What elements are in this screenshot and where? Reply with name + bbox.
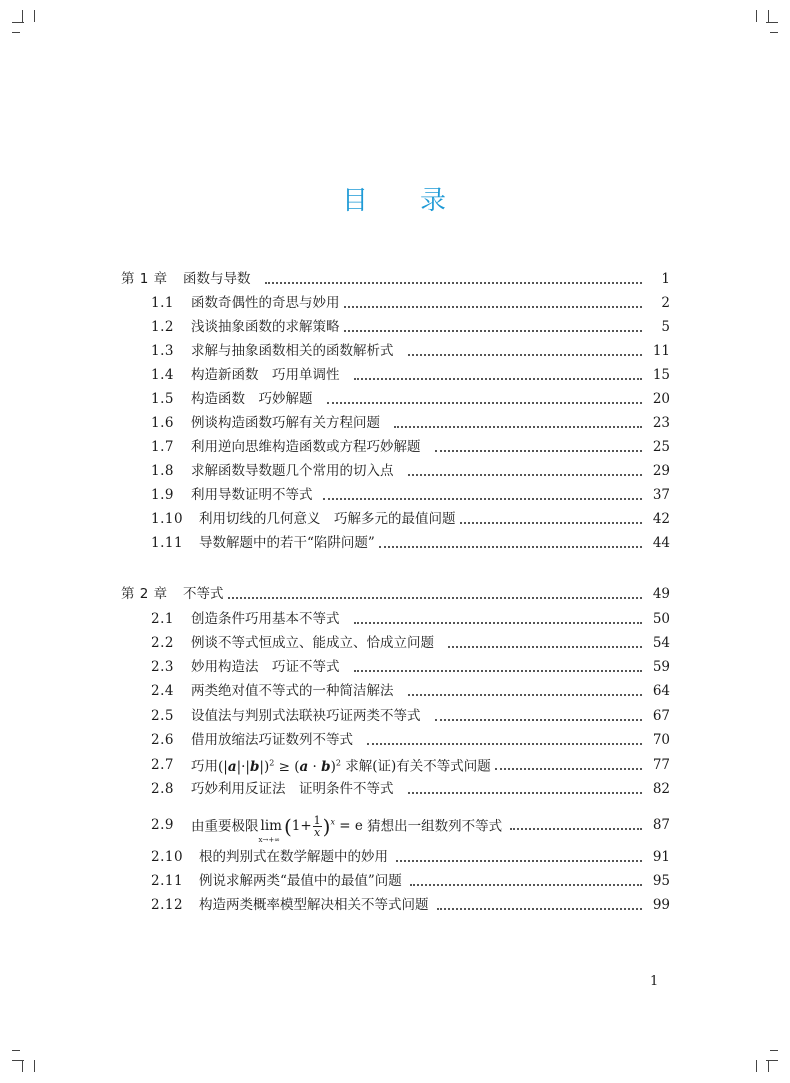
section-title-suffix: 猜想出一组数列不等式 <box>367 818 503 835</box>
section-title: 导数解题中的若干“陷阱问题” <box>199 535 375 551</box>
page-number: 2 <box>661 295 670 311</box>
chapter-number: 第 2 章 <box>121 586 168 602</box>
toc-entry-2-6[interactable] <box>0 729 790 751</box>
toc-entry-1-7[interactable] <box>0 436 790 458</box>
toc-entry-1-8[interactable] <box>0 460 790 482</box>
page-number: 70 <box>652 732 670 748</box>
section-number: 2.8 <box>151 781 174 797</box>
section-number: 1.4 <box>151 367 174 383</box>
chapter-title: 函数与导数 <box>183 271 251 287</box>
page-number: 49 <box>652 586 670 602</box>
dot-leader <box>228 596 643 599</box>
section-title: 求解与抽象函数相关的函数解析式 <box>191 343 394 359</box>
dot-leader <box>495 767 642 770</box>
dot-leader <box>435 718 643 721</box>
section-number: 1.8 <box>151 463 174 479</box>
dot-leader <box>460 521 643 524</box>
section-number: 2.2 <box>151 635 174 651</box>
section-number: 1.11 <box>151 535 184 551</box>
toc-entry-1-2[interactable] <box>0 316 790 338</box>
inequality-formula: $(|a|\cdot|b|)^2 \ge (a \cdot b)^2$ <box>218 758 341 775</box>
toc-entry-1-5[interactable] <box>0 388 790 410</box>
toc-entry-1-4[interactable] <box>0 364 790 386</box>
section-title: 借用放缩法巧证数列不等式 <box>191 732 353 748</box>
section-number: 1.6 <box>151 415 174 431</box>
section-title: 例谈不等式恒成立、能成立、恰成立问题 <box>191 635 434 651</box>
page-title <box>0 180 790 217</box>
dot-leader <box>410 883 642 886</box>
dot-leader <box>394 425 642 428</box>
page-number: 91 <box>652 849 670 865</box>
section-number: 1.5 <box>151 391 174 407</box>
section-number: 2.1 <box>151 611 174 627</box>
dot-leader <box>323 497 643 500</box>
section-number: 2.7 <box>151 757 174 773</box>
section-number: 1.1 <box>151 295 174 311</box>
page-number: 25 <box>652 439 670 455</box>
section-number: 1.10 <box>151 511 184 527</box>
toc-chapter-2[interactable] <box>0 583 790 605</box>
page-number: 5 <box>661 319 670 335</box>
dot-leader <box>408 473 643 476</box>
page-number: 23 <box>652 415 670 431</box>
dot-leader <box>327 401 643 404</box>
toc-chapter-1[interactable] <box>0 268 790 290</box>
section-number: 1.3 <box>151 343 174 359</box>
section-number: 2.5 <box>151 708 174 724</box>
toc-entry-1-11[interactable] <box>0 532 790 554</box>
section-number: 2.12 <box>151 897 184 913</box>
crop-mark-top-left <box>12 10 34 32</box>
page-number: 15 <box>652 367 670 383</box>
dot-leader <box>396 859 642 862</box>
dot-leader <box>367 742 642 745</box>
section-number: 1.9 <box>151 487 174 503</box>
page-number: 20 <box>652 391 670 407</box>
crop-mark-bottom-left <box>12 1050 34 1072</box>
section-title: 利用切线的几何意义 巧解多元的最值问题 <box>199 511 456 527</box>
page-number: 77 <box>652 757 670 773</box>
dot-leader <box>408 791 643 794</box>
page-number: 54 <box>652 635 670 651</box>
chapter-title: 不等式 <box>183 586 224 602</box>
dot-leader <box>408 353 643 356</box>
dot-leader <box>437 907 643 910</box>
toc-entry-1-6[interactable] <box>0 412 790 434</box>
toc-entry-2-12[interactable] <box>0 894 790 916</box>
section-number: 2.3 <box>151 659 174 675</box>
section-title: 例谈构造函数巧解有关方程问题 <box>191 415 380 431</box>
page-number: 59 <box>652 659 670 675</box>
toc-entry-2-10[interactable] <box>0 846 790 868</box>
page-number: 82 <box>652 781 670 797</box>
toc-entry-1-10[interactable] <box>0 508 790 530</box>
dot-leader <box>354 621 643 624</box>
limit-formula: lim x→+∞ (1+ $\frac{1}{x}$ )$^x$ = e <box>258 814 368 845</box>
toc-entry-2-1[interactable] <box>0 608 790 630</box>
dot-leader <box>510 827 642 830</box>
section-title: 构造函数 巧妙解题 <box>191 391 313 407</box>
page-number: 11 <box>652 343 670 359</box>
page-number: 87 <box>652 817 670 833</box>
section-title: 利用导数证明不等式 <box>191 487 313 503</box>
page-number: 29 <box>652 463 670 479</box>
page-number: 37 <box>652 487 670 503</box>
toc-entry-2-9[interactable] <box>0 812 790 845</box>
page-number: 64 <box>652 683 670 699</box>
toc-entry-2-3[interactable] <box>0 656 790 678</box>
section-title: 构造两类概率模型解决相关不等式问题 <box>199 897 429 913</box>
section-number: 1.2 <box>151 319 174 335</box>
page-number: 50 <box>652 611 670 627</box>
section-number: 1.7 <box>151 439 174 455</box>
section-title: 设值法与判别式法联袂巧证两类不等式 <box>191 708 421 724</box>
crop-mark-bottom-right <box>756 1050 778 1072</box>
title-char-1: 目 <box>341 186 370 216</box>
page-number: 67 <box>652 708 670 724</box>
section-number: 2.4 <box>151 683 174 699</box>
section-title: 巧妙利用反证法 证明条件不等式 <box>191 781 394 797</box>
section-title: 例说求解两类“最值中的最值”问题 <box>199 873 402 889</box>
toc-entry-2-7[interactable] <box>0 754 790 776</box>
section-title-suffix: 求解(证)有关不等式问题 <box>345 758 491 775</box>
toc-entry-2-11[interactable] <box>0 870 790 892</box>
dot-leader <box>344 305 643 308</box>
section-title-prefix: 由重要极限 <box>191 818 259 835</box>
toc-entry-2-5[interactable] <box>0 705 790 727</box>
section-number: 2.11 <box>151 873 184 889</box>
page-number: 44 <box>652 535 670 551</box>
dot-leader <box>354 669 643 672</box>
dot-leader <box>379 545 642 548</box>
chapter-number: 第 1 章 <box>121 271 168 287</box>
page-number: 42 <box>652 511 670 527</box>
dot-leader <box>408 693 643 696</box>
dot-leader <box>354 377 643 380</box>
section-number: 2.10 <box>151 849 184 865</box>
section-title: 创造条件巧用基本不等式 <box>191 611 340 627</box>
section-title: 浅谈抽象函数的求解策略 <box>191 319 340 335</box>
section-title: 函数奇偶性的奇思与妙用 <box>191 295 340 311</box>
section-title: 妙用构造法 巧证不等式 <box>191 659 340 675</box>
section-number: 2.9 <box>151 817 174 833</box>
dot-leader <box>435 449 643 452</box>
section-title: 构造新函数 巧用单调性 <box>191 367 340 383</box>
section-title <box>191 752 491 778</box>
toc-entry-1-3[interactable] <box>0 340 790 362</box>
section-number: 2.6 <box>151 732 174 748</box>
section-title: 利用逆向思维构造函数或方程巧妙解题 <box>191 439 421 455</box>
toc-entry-1-1[interactable] <box>0 292 790 314</box>
toc-entry-2-8[interactable] <box>0 778 790 800</box>
dot-leader <box>265 281 643 284</box>
page-number: 99 <box>652 897 670 913</box>
title-char-2: 录 <box>420 186 449 216</box>
toc-entry-2-4[interactable] <box>0 680 790 702</box>
page-number: 95 <box>652 873 670 889</box>
crop-mark-top-right <box>756 10 778 32</box>
dot-leader <box>448 645 642 648</box>
page-number: 1 <box>661 271 670 287</box>
toc-entry-1-9[interactable] <box>0 484 790 506</box>
section-title: 两类绝对值不等式的一种简洁解法 <box>191 683 394 699</box>
section-title: 根的判别式在数学解题中的妙用 <box>199 849 388 865</box>
folio-page-number: 1 <box>650 974 659 989</box>
dot-leader <box>344 329 643 332</box>
section-title: 求解函数导数题几个常用的切入点 <box>191 463 394 479</box>
toc-entry-2-2[interactable] <box>0 632 790 654</box>
section-title <box>191 812 503 845</box>
section-title-prefix: 巧用 <box>191 758 218 775</box>
